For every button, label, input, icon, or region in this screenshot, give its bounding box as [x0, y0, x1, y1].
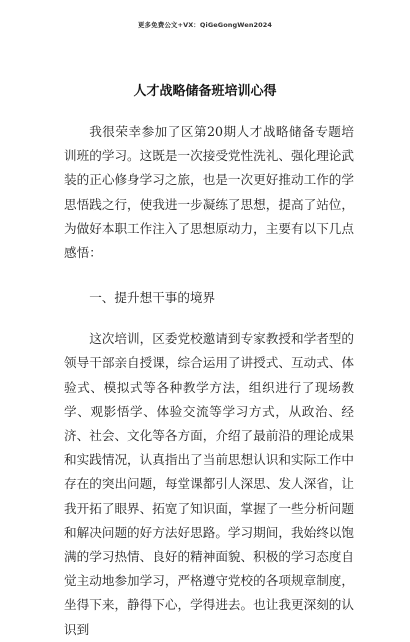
header-note: 更多免费公文+VX：QiGeGongWen2024: [137, 21, 273, 29]
document-body: [64, 120, 354, 642]
intro-paragraph: 我很荣幸参加了区第20期人才战略储备专题培训班的学习。这既是一次接受党性洗礼、强化理论武装的正心修身学习之旅，也是一次更好推动工作的学思悟践之行，使我进一步凝练了思想，提高了站位，为做好本职工作注入了思想原动力，主要有以下几点感悟：: [64, 124, 354, 261]
section-paragraph: 这次培训，区委党校邀请到专家教授和学者型的领导干部亲自授课，综合运用了讲授式、互动式、体验式、模拟式等各种教学方法，组织进行了现场教学、观影悟学、体验交流等学习方式，从政治、经济、社会、文化等各方面，介绍了最前沿的理论成果和实践情况，认真指出了当前思想认识和实际工作中存在的突出问题，每堂课都引人深思、发人深省，让我开拓了眼界、拓宽了知识面，掌握了一些分析问题和解决问题的好方法好思路。学习期间，我始终以饱满的学习热情、良好的精神面貌、积极的学习态度自觉主动地参加学习，严格遵守党校的各项规章制度，坐得下来，静得下心，学得进去。也让我更深刻的认识到: [64, 331, 354, 637]
document-title: 人才战略储备班培训心得: [133, 84, 277, 99]
section-heading: 一、提升想干事的境界: [89, 290, 216, 306]
